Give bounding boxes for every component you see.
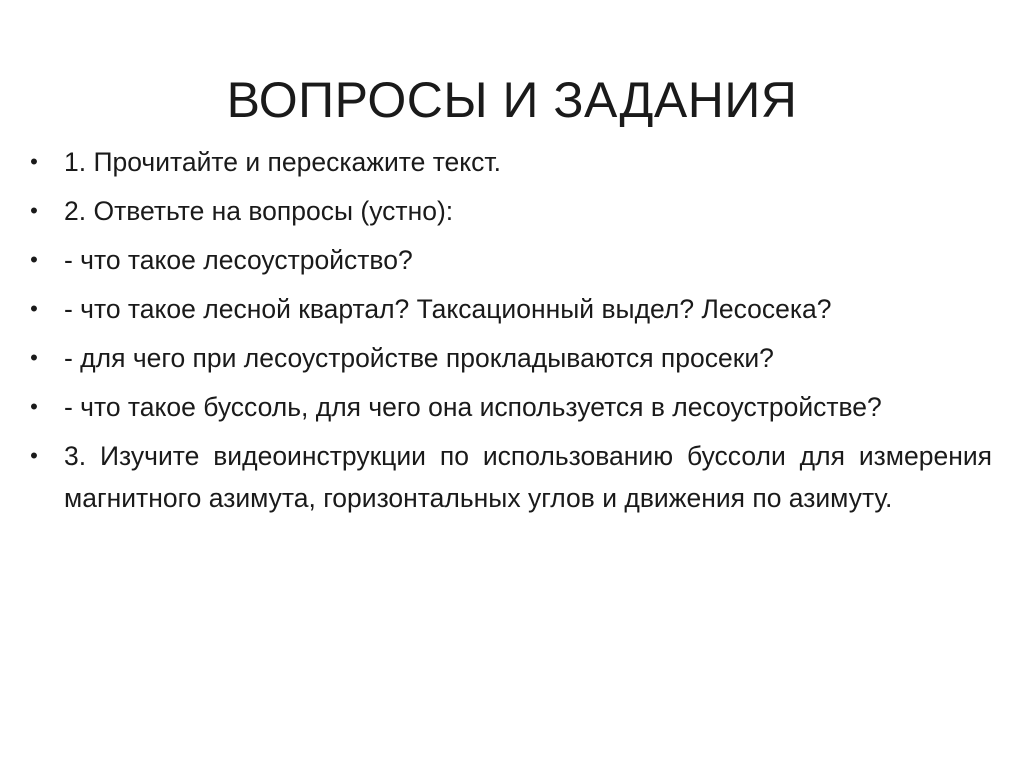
list-item-text: - что такое лесоустройство? [64,245,413,275]
list-item-text: - для чего при лесоустройстве прокладываются просеки? [64,343,774,373]
bullet-icon: • [30,443,38,468]
list-item-text: - что такое буссоль, для чего она используется в лесоустройстве? [64,392,882,422]
bullet-icon: • [30,247,38,272]
list-item-text: - что такое лесной квартал? Таксационный выдел? Лесосека? [64,294,832,324]
list-item [0,288,1024,330]
list-item [0,239,1024,281]
bullet-icon: • [30,345,38,370]
list-item [0,435,1024,519]
bullet-icon: • [30,198,38,223]
list-item [0,337,1024,379]
bullet-icon: • [30,149,38,174]
slide-title: ВОПРОСЫ И ЗАДАНИЯ [226,72,798,128]
list-item-text: 1. Прочитайте и перескажите текст. [64,147,501,177]
list-item-text: 3. Изучите видеоинструкции по использованию буссоли для измерения магнитного азимута, горизонтальных углов и движения по азимуту. [64,441,992,513]
list-item [0,386,1024,428]
list-item [0,141,1024,183]
list-item-text: 2. Ответьте на вопросы (устно): [64,196,454,226]
bullet-list [0,141,1024,526]
list-item [0,190,1024,232]
bullet-icon: • [30,394,38,419]
bullet-icon: • [30,296,38,321]
